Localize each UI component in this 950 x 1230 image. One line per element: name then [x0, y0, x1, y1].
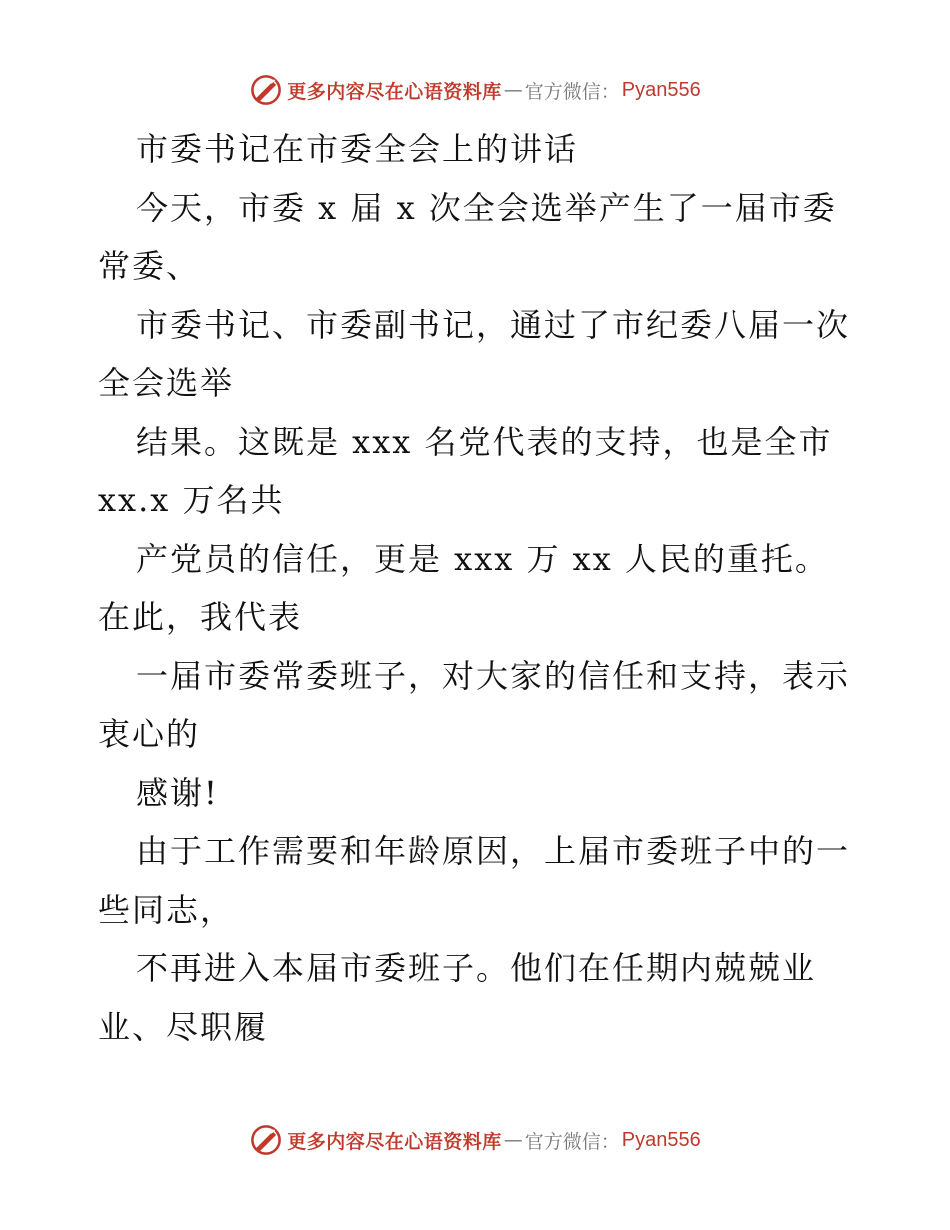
watermark-wechat-id: Pyan556 [621, 1128, 701, 1151]
doc-line: 些同志， [98, 890, 235, 929]
pen-logo-icon [249, 1123, 283, 1157]
doc-line: 感谢! [136, 773, 219, 812]
watermark-wechat-id: Pyan556 [621, 78, 701, 101]
doc-line: 全会选举 [98, 364, 235, 402]
doc-line: xx.x 万名共 [98, 481, 285, 519]
watermark-wechat-label: 官方微信： [524, 80, 620, 103]
doc-title: 市委书记在市委全会上的讲话 [136, 130, 579, 168]
doc-line: 一届市委常委班子，对大家的信任和支持，表示 [136, 656, 851, 695]
document-body [98, 120, 858, 1056]
doc-line: 今天，市委 x 届 x 次全会选举产生了一届市委 [136, 188, 837, 227]
doc-line: 产党员的信任，更是 xxx 万 xx 人民的重托。 [136, 539, 829, 578]
doc-line: 衷心的 [98, 715, 201, 753]
watermark-header [0, 70, 950, 110]
watermark-footer [0, 1120, 950, 1160]
pen-logo-icon [249, 73, 283, 107]
watermark-dash: — [503, 1129, 523, 1151]
watermark-main-text: 更多内容尽在心语资料库 [287, 1130, 502, 1153]
doc-line: 不再进入本届市委班子。他们在任期内兢兢业 [136, 949, 817, 987]
watermark-main-text: 更多内容尽在心语资料库 [287, 80, 502, 103]
doc-line: 由于工作需要和年龄原因，上届市委班子中的一 [136, 832, 851, 870]
doc-line: 业、尽职履 [98, 1007, 269, 1046]
doc-line: 市委书记、市委副书记，通过了市纪委八届一次 [136, 305, 851, 344]
watermark-wechat-label: 官方微信： [524, 1130, 620, 1153]
doc-line: 常委、 [98, 247, 201, 285]
watermark-dash: — [503, 79, 523, 101]
doc-line: 在此，我代表 [98, 598, 303, 636]
doc-line: 结果。这既是 xxx 名党代表的支持，也是全市 [136, 422, 833, 461]
